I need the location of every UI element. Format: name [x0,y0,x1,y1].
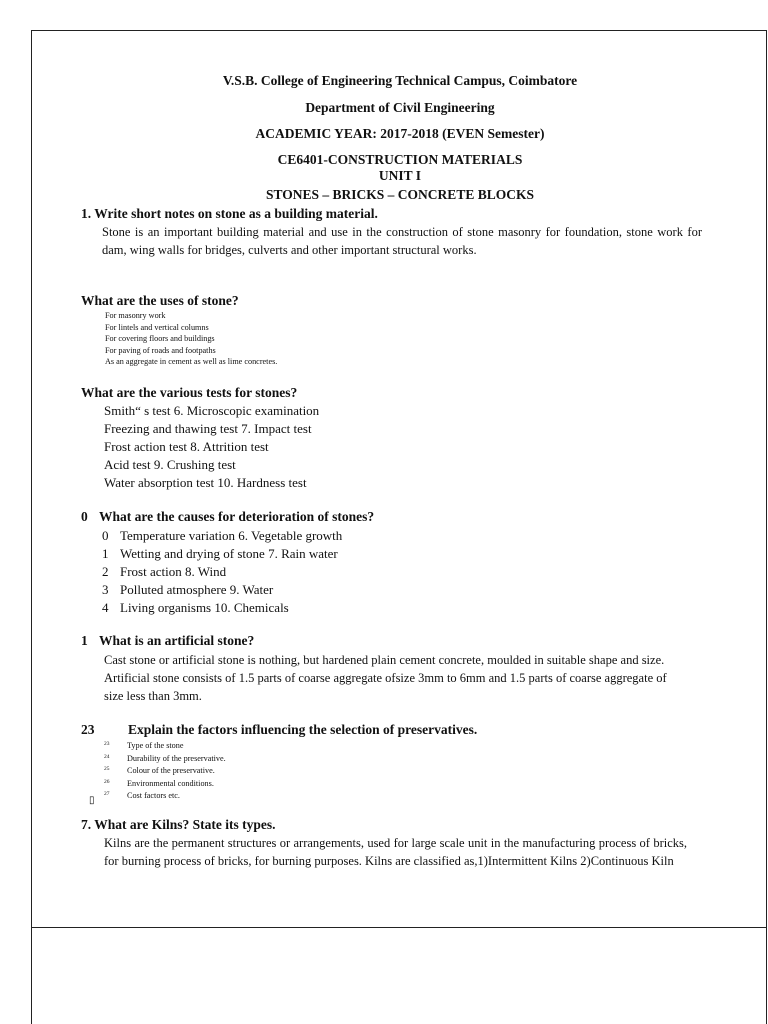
list-item: Acid test 9. Crushing test [104,457,236,472]
question-number: 1 [81,633,88,648]
question-text: Explain the factors influencing the selection of preservatives. [128,722,478,737]
list-item: 4 Living organisms 10. Chemicals [102,600,289,615]
question-text: What is an artificial stone? [99,633,255,648]
list-item: Smith“ s test 6. Microscopic examination [104,403,320,418]
unit-title: UNIT I [378,168,422,183]
deterioration-list [102,527,342,617]
list-item: 25 Colour of the preservative. [104,766,215,776]
question-6 [81,722,477,738]
list-item: For lintels and vertical columns [105,322,209,332]
college-name: V.S.B. College of Engineering Technical Campus, Coimbatore [222,73,578,88]
answer-5: Cast stone or artificial stone is nothing, but hardened plain cement concrete, moulded in suitable shape and size. Artificial stone consists of 1.5 parts of coarse aggregate ofsize 3mm to 6mm and 1.5 parts of coarse aggregate of size less than 3mm. [104,653,667,703]
question-5 [81,633,254,649]
list-item: 23 Type of the stone [104,741,184,750]
question-4 [81,509,374,525]
topic-title: STONES – BRICKS – CONCRETE BLOCKS [266,187,534,202]
page-divider [32,927,766,928]
list-item: 2 Frost action 8. Wind [102,564,227,579]
missing-glyph: ▯ [89,795,95,806]
list-item: Frost action test 8. Attrition test [104,439,269,454]
list-item: 1 Wetting and drying of stone 7. Rain water [102,546,338,561]
tests-list [104,402,319,492]
question-3: What are the various tests for stones? [81,385,298,400]
list-item: For paving of roads and footpaths [105,345,216,355]
question-number: 23 [81,722,95,737]
department-name: Department of Civil Engineering [305,100,495,115]
list-item: Water absorption test 10. Hardness test [104,475,307,490]
question-7: 7. What are Kilns? State its types. [81,817,276,832]
list-item: 24 Durability of the preservative. [104,753,226,763]
answer-1: Stone is an important building material and use in the construction of stone masonry for foundation, stone work for dam, wing walls for bridges, culverts and other important structural works. [102,225,702,257]
document-page [31,30,767,1024]
list-item: For covering floors and buildings [105,334,215,344]
question-2: What are the uses of stone? [81,293,239,308]
list-item: 0 Temperature variation 6. Vegetable growth [102,528,343,543]
list-item: 3 Polluted atmosphere 9. Water [102,582,274,597]
answer-7: Kilns are the permanent structures or arrangements, used for large scale unit in the manufacturing process of bricks, for burning process of bricks, for burning purposes. Kilns are classified as,1)Intermittent Kilns 2)Continuous Kiln [104,836,687,868]
course-title: CE6401-CONSTRUCTION MATERIALS [277,152,523,167]
list-item: 26 Environmental conditions. [104,778,214,788]
preservatives-list [104,739,226,802]
list-item: As an aggregate in cement as well as lime concretes. [105,357,278,367]
question-text: What are the causes for deterioration of stones? [99,509,375,524]
list-item: Freezing and thawing test 7. Impact test [104,421,312,436]
list-item: For masonry work [105,311,166,320]
academic-year: ACADEMIC YEAR: 2017-2018 (EVEN Semester) [255,126,545,141]
uses-list [105,310,277,368]
question-number: 0 [81,509,88,524]
question-1: 1. Write short notes on stone as a building material. [81,206,378,221]
list-item: 27 Cost factors etc. [104,791,180,801]
